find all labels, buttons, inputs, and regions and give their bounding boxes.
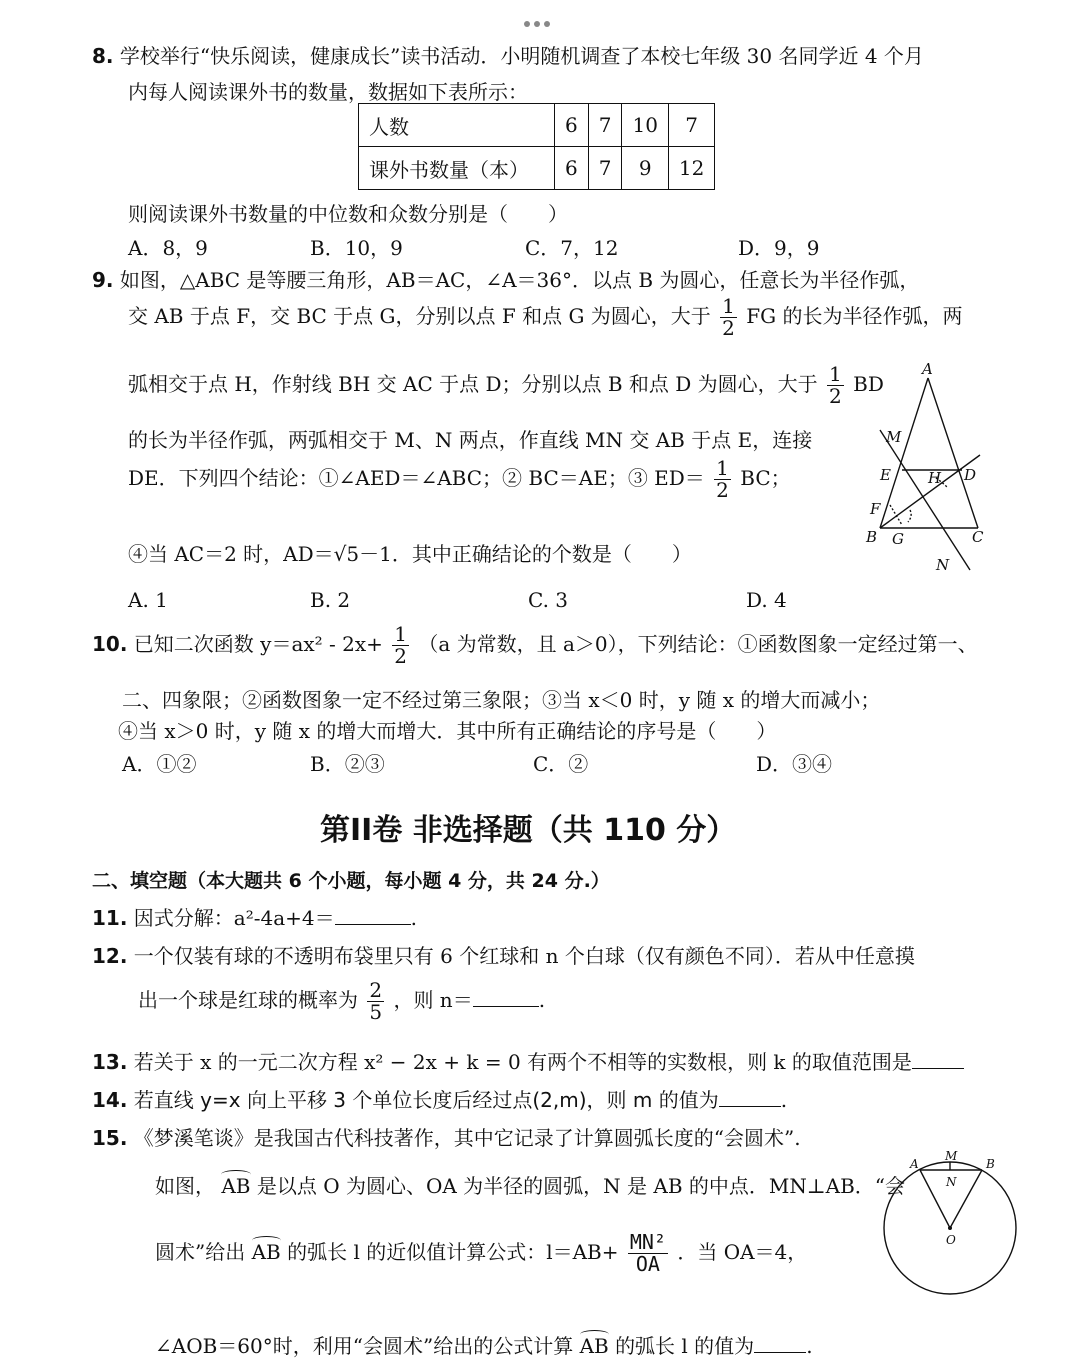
- q12-line2: [138, 980, 545, 1023]
- q12-text-2a: 出一个球是红球的概率为: [138, 988, 358, 1012]
- frac-num: 1: [829, 362, 842, 386]
- q15-line4: [155, 1330, 813, 1359]
- table-cell: 人数: [359, 104, 555, 147]
- q15-text-2a: 如图，: [155, 1174, 215, 1198]
- q14: [92, 1084, 787, 1113]
- frac-num: 1: [394, 622, 408, 646]
- q15-text-1: 《梦溪笔谈》是我国古代科技著作，其中它记录了计算圆弧长度的“会圆术”.: [133, 1126, 801, 1150]
- fig-label: A: [910, 1157, 919, 1171]
- q15-end: .: [806, 1334, 813, 1358]
- table-row: [359, 147, 715, 190]
- q11-number: 11.: [92, 906, 128, 930]
- fig-label: E: [880, 466, 891, 484]
- fraction-half: [714, 458, 731, 501]
- fig-label: D: [964, 466, 977, 484]
- q9-line6: ④当 AC＝2 时，AD＝√5－1．其中正确结论的个数是（ ）: [128, 542, 692, 566]
- q15-line1: [92, 1122, 801, 1151]
- q8-line2: 内每人阅读课外书的数量，数据如下表所示：: [128, 80, 528, 104]
- table-cell: 6: [555, 147, 589, 190]
- q15-text-2b: 是以点 O 为圆心、OA 为半径的圆弧，N 是 AB 的中点．MN⊥AB．“会: [256, 1174, 906, 1198]
- frac-den: OA: [635, 1252, 660, 1276]
- q15-text-3b: 的弧长 l 的近似值计算公式：l＝AB+: [287, 1240, 619, 1264]
- q11-end: .: [410, 906, 417, 930]
- q12-text-2b: ，则 n＝: [393, 988, 473, 1012]
- arc-ab: AB: [251, 1240, 281, 1264]
- q9-option-c[interactable]: C. 3: [528, 588, 569, 612]
- q9-text-2a: 交 AB 于点 F，交 BC 于点 G，分别以点 F 和点 G 为圆心，大于: [128, 304, 711, 328]
- table-cell: 10: [622, 104, 668, 147]
- q8-number: 8.: [92, 44, 114, 68]
- q10-option-c[interactable]: C．②: [533, 752, 589, 776]
- fraction-half: [827, 364, 844, 407]
- fig-label: O: [946, 1233, 956, 1247]
- fig-label: N: [936, 556, 950, 574]
- q9-line2: [128, 296, 962, 339]
- q9-line4: 的长为半径作弧，两弧相交于 M、N 两点，作直线 MN 交 AB 于点 E，连接: [128, 428, 813, 452]
- q10-option-a[interactable]: A．①②: [122, 752, 197, 776]
- q8-option-b[interactable]: B．10，9: [310, 236, 403, 260]
- q15-text-4a: ∠AOB＝60°时，利用“会圆术”给出的公式计算: [155, 1334, 574, 1358]
- q9-text-1: 如图，△ABC 是等腰三角形，AB＝AC，∠A＝36°．以点 B 为圆心，任意长为半径作弧，: [119, 268, 920, 292]
- q15-line3: [155, 1232, 807, 1275]
- q9-option-a[interactable]: A. 1: [128, 588, 168, 612]
- q14-end: .: [780, 1088, 788, 1112]
- table-cell: 7: [588, 147, 622, 190]
- q10-text-1b: （a 为常数，且 a＞0），下列结论：①函数图象一定经过第一、: [418, 632, 978, 656]
- q15-text-4b: 的弧长 l 的值为: [615, 1334, 755, 1358]
- frac-den: 2: [829, 384, 842, 408]
- q8-option-a[interactable]: A．8，9: [128, 236, 208, 260]
- q11: [92, 902, 417, 931]
- q10-line2: 二、四象限；②函数图象一定不经过第三象限；③当 x＜0 时，y 随 x 的增大而减小；: [122, 688, 881, 712]
- q9-text-3b: BD: [853, 372, 884, 396]
- q9-option-d[interactable]: D. 4: [746, 588, 787, 612]
- fraction: [367, 980, 384, 1023]
- q9-figure: [850, 360, 1000, 580]
- table-cell: 6: [555, 104, 589, 147]
- fig-label: B: [866, 528, 878, 546]
- answer-blank[interactable]: [754, 1332, 806, 1353]
- q14-text: 若直线 y=x 向上平移 3 个单位长度后经过点(2,m)，则 m 的值为: [133, 1088, 719, 1112]
- center-dot: [948, 1226, 952, 1230]
- q15-figure: [880, 1150, 1030, 1300]
- answer-blank[interactable]: [335, 904, 411, 925]
- q10-number: 10.: [92, 632, 128, 656]
- q12-text-1: 一个仅装有球的不透明布袋里只有 6 个红球和 n 个白球（仅有颜色不同）．若从中任意摸: [133, 944, 915, 968]
- q10-option-b[interactable]: B．②③: [310, 752, 385, 776]
- q12-number: 12.: [92, 944, 128, 968]
- fraction-half: [392, 624, 409, 667]
- q15-number: 15.: [92, 1126, 128, 1150]
- frac-den: 2: [394, 644, 408, 668]
- q15-text-3a: 圆术”给出: [155, 1240, 246, 1264]
- table-cell: 9: [622, 147, 668, 190]
- arc-ab: AB: [579, 1334, 609, 1358]
- q9-number: 9.: [92, 268, 114, 292]
- answer-blank[interactable]: [473, 986, 539, 1007]
- answer-blank[interactable]: [912, 1048, 964, 1069]
- q9-text-5a: DE．下列四个结论：①∠AED＝∠ABC；② BC＝AE；③ ED＝: [128, 466, 705, 490]
- q8-question: 则阅读课外书数量的中位数和众数分别是（ ）: [128, 202, 568, 226]
- q15-line2: [155, 1170, 905, 1199]
- q13-number: 13.: [92, 1050, 128, 1074]
- fig-label: G: [892, 530, 904, 548]
- q8-text-1: 学校举行“快乐阅读，健康成长”读书活动．小明随机调查了本校七年级 30 名同学近 4 个月: [119, 44, 924, 68]
- q14-number: 14.: [92, 1088, 128, 1112]
- frac-num: 2: [369, 978, 383, 1002]
- frac-num: 1: [722, 294, 735, 318]
- line-mn: [880, 430, 970, 570]
- q13-text: 若关于 x 的一元二次方程 x² − 2x + k = 0 有两个不相等的实数根，则 k 的取值范围是: [133, 1050, 912, 1074]
- fraction-half: [720, 296, 737, 339]
- fig-label: H: [928, 469, 942, 487]
- fig-label: M: [945, 1150, 958, 1163]
- q9-text-2b: FG 的长为半径作弧，两: [746, 304, 963, 328]
- q12-end: .: [538, 988, 546, 1012]
- segment-ab: [880, 378, 928, 528]
- q13: [92, 1046, 964, 1075]
- fig-label: A: [922, 360, 933, 378]
- table-cell: 课外书数量（本）: [359, 147, 555, 190]
- q11-text: 因式分解：a²-4a+4＝: [133, 906, 335, 930]
- table-row: [359, 104, 715, 147]
- fig-label: M: [886, 428, 902, 446]
- fill-in-heading: 二、填空题（本大题共 6 个小题，每小题 4 分，共 24 分.）: [92, 870, 610, 892]
- q15-text-3c: ．当 OA＝4，: [677, 1240, 808, 1264]
- frac-den: 2: [722, 316, 735, 340]
- table-cell: 7: [668, 104, 714, 147]
- fig-label: F: [870, 500, 881, 518]
- q8-option-c[interactable]: C．7，12: [525, 236, 619, 260]
- more-icon[interactable]: [522, 8, 552, 32]
- table-cell: 12: [668, 147, 714, 190]
- q8-line1: [92, 40, 924, 69]
- fig-label: C: [972, 528, 984, 546]
- q9-line3: [128, 364, 884, 407]
- q12-line1: [92, 940, 915, 969]
- q9-line5: [128, 458, 791, 501]
- q9-option-b[interactable]: B. 2: [310, 588, 351, 612]
- q9-text-3a: 弧相交于点 H，作射线 BH 交 AC 于点 D；分别以点 B 和点 D 为圆心，大于: [128, 372, 818, 396]
- segment-ac: [928, 378, 978, 528]
- fig-label: B: [986, 1157, 995, 1171]
- q8-table: [358, 103, 715, 190]
- formula-fraction: [628, 1232, 668, 1275]
- q10-line1: [92, 624, 978, 667]
- table-cell: 7: [588, 104, 622, 147]
- arc-ab: AB: [221, 1174, 251, 1198]
- q10-text-1a: 已知二次函数 y＝ax² - 2x+: [133, 632, 383, 656]
- q9-text-5b: BC；: [740, 466, 791, 490]
- answer-blank[interactable]: [719, 1086, 781, 1107]
- frac-den: 5: [369, 1000, 383, 1024]
- frac-num: 1: [716, 456, 729, 480]
- q9-line1: [92, 264, 919, 293]
- section-title: 第II卷 非选择题（共 110 分）: [320, 813, 737, 848]
- q8-option-d[interactable]: D．9，9: [738, 236, 820, 260]
- fig-label: N: [946, 1175, 957, 1189]
- q10-option-d[interactable]: D．③④: [756, 752, 833, 776]
- q10-line3: ④当 x＞0 时，y 随 x 的增大而增大．其中所有正确结论的序号是（ ）: [118, 719, 777, 743]
- frac-den: 2: [716, 478, 729, 502]
- frac-num: MN²: [629, 1230, 666, 1254]
